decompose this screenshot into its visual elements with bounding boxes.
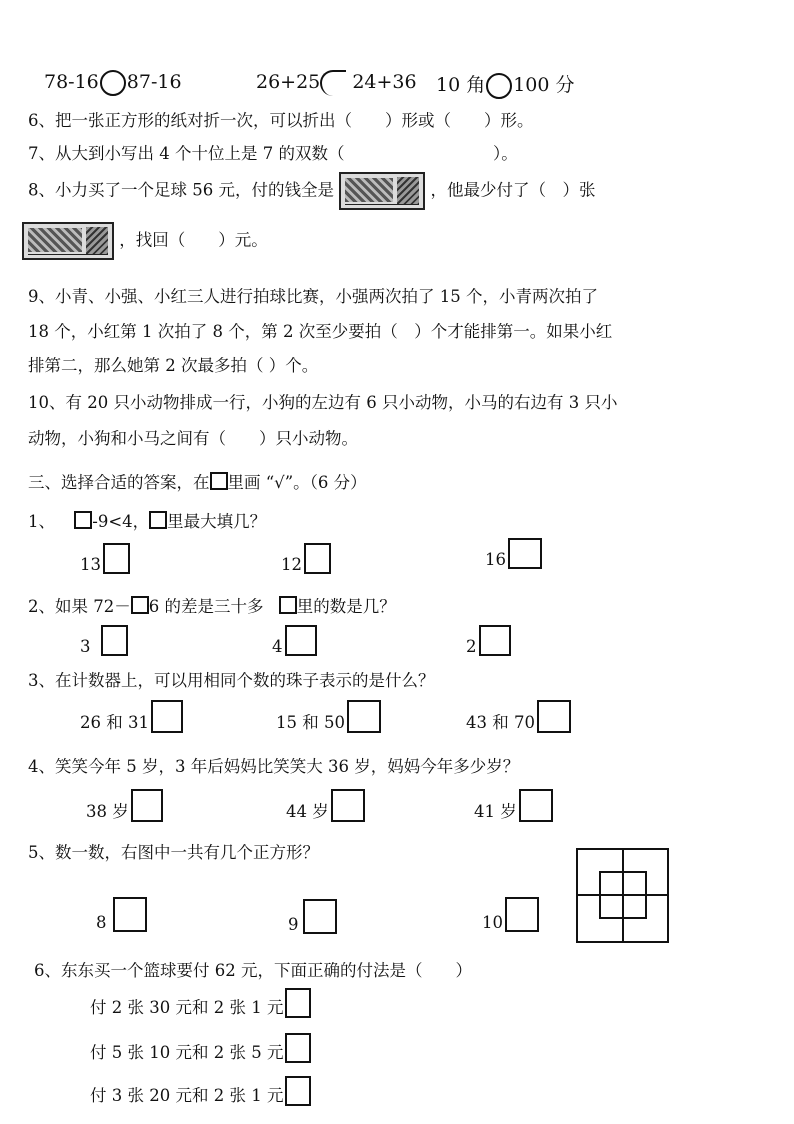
choice-4-option-a-checkbox[interactable] (131, 789, 163, 822)
choice-2-option-a-label: 3 (80, 637, 91, 656)
choice-4-option-b (286, 789, 365, 822)
choice-1-option-c-label: 16 (485, 550, 506, 569)
choice-3-option-a-checkbox[interactable] (151, 700, 183, 733)
section-3-title-post: 里画 “√”。（6 分） (227, 473, 367, 492)
choice-6-option-b (90, 1033, 311, 1063)
choice-4-option-a (86, 789, 163, 822)
question-9-line2: 18 个，小红第 1 次拍了 8 个，第 2 次至少要拍（ ）个才能排第一。如果小红 (28, 322, 613, 341)
choice-3-option-b (276, 700, 381, 733)
choice-2-post: 里的数是几？ (296, 597, 396, 616)
choice-3-option-c-checkbox[interactable] (537, 700, 571, 733)
choice-1-option-b (281, 543, 331, 574)
choice-1-option-a-checkbox[interactable] (103, 543, 130, 574)
compare-row-b (256, 70, 417, 96)
choice-2-option-b-checkbox[interactable] (285, 625, 317, 656)
choice-5-option-c-label: 10 (482, 913, 503, 932)
choice-6-option-b-label: 付 5 张 10 元和 2 张 5 元 (90, 1043, 284, 1062)
choice-6-option-c-checkbox[interactable] (285, 1076, 311, 1106)
choice-3-option-b-label: 15 和 50 (276, 713, 345, 732)
choice-1-num: 1、 (28, 512, 55, 531)
compare-row (44, 70, 182, 96)
question-10-line2: 动物，小狗和小马之间有（ ）只小动物。 (28, 429, 358, 448)
choice-4-option-a-label: 38 岁 (86, 802, 129, 821)
compare-c-right: 100 分 (513, 74, 575, 96)
choice-5-option-b-label: 9 (288, 915, 299, 934)
choice-3-option-c-label: 43 和 70 (466, 713, 535, 732)
question-8-part2: ，他最少付了（ ）张 (430, 180, 596, 200)
choice-4-option-b-label: 44 岁 (286, 802, 329, 821)
choice-2-option-b (272, 625, 317, 656)
choice-4-option-c (474, 789, 553, 822)
choice-4-option-b-checkbox[interactable] (331, 789, 365, 822)
question-7: 7、从大到小写出 4 个十位上是 7 的双数（ ）。 (28, 144, 518, 163)
choice-5-option-b-checkbox[interactable] (303, 899, 337, 934)
choice-3-option-c (466, 700, 571, 733)
choice-6-option-c-label: 付 3 张 20 元和 2 张 1 元 (90, 1086, 284, 1105)
choice-6-question: 6、东东买一个篮球要付 62 元，下面正确的付法是（ ） (34, 961, 472, 980)
choice-1-option-c (485, 538, 542, 569)
banknote-10-icon (22, 222, 114, 260)
figure-inner-square (599, 871, 647, 919)
answer-box-sample (210, 472, 228, 490)
choice-5-option-a-label: 8 (96, 913, 107, 932)
question-9-line3: 排第二，那么她第 2 次最多拍（ ）个。 (28, 356, 319, 375)
choice-1-question (28, 508, 266, 532)
choice-2-option-a-checkbox[interactable] (101, 625, 128, 656)
choice-6-option-c (90, 1076, 311, 1106)
choice-2-option-c-label: 2 (466, 637, 477, 656)
compare-row-c (436, 70, 575, 99)
choice-3-question: 3、在计数器上，可以用相同个数的珠子表示的是什么？ (28, 671, 435, 690)
question-10-line1: 10、有 20 只小动物排成一行，小狗的左边有 6 只小动物，小马的右边有 3 只小 (28, 393, 618, 412)
compare-c-circle[interactable] (486, 73, 512, 99)
choice-1-blank-box (74, 511, 92, 529)
choice-1-option-b-checkbox[interactable] (304, 543, 331, 574)
squares-figure (576, 848, 669, 943)
choice-2-blank-box (131, 596, 149, 614)
compare-a-left: 78-16 (44, 71, 99, 93)
choice-2-option-a (80, 625, 128, 656)
choice-3-option-a-label: 26 和 31 (80, 713, 149, 732)
choice-1-option-b-label: 12 (281, 555, 302, 574)
choice-1-blank-box-2 (149, 511, 167, 529)
choice-5-question: 5、数一数，右图中一共有几个正方形？ (28, 843, 319, 862)
choice-4-question: 4、笑笑今年 5 岁，3 年后妈妈比笑笑大 36 岁，妈妈今年多少岁？ (28, 757, 520, 776)
compare-c-left: 10 角 (436, 74, 486, 96)
section-3-title-pre: 三、选择合适的答案，在 (28, 473, 210, 492)
section-3-title (28, 469, 367, 493)
choice-2-option-c (466, 625, 511, 656)
question-8-line1 (28, 172, 595, 210)
choice-3-option-a (80, 700, 183, 733)
choice-1-option-c-checkbox[interactable] (508, 538, 542, 569)
question-9-line1: 9、小青、小强、小红三人进行拍球比赛，小强两次拍了 15 个，小青两次拍了 (28, 287, 598, 306)
choice-2-pre: 2、如果 72－ (28, 597, 131, 616)
question-8-part1: 8、小力买了一个足球 56 元，付的钱全是 (28, 180, 334, 200)
choice-1-option-a (80, 543, 130, 574)
compare-b-circle[interactable] (320, 70, 346, 96)
choice-2-option-b-label: 4 (272, 637, 283, 656)
choice-1-option-a-label: 13 (80, 555, 101, 574)
choice-5-option-b (288, 899, 337, 934)
choice-6-option-b-checkbox[interactable] (285, 1033, 311, 1063)
choice-4-option-c-label: 41 岁 (474, 802, 517, 821)
choice-5-option-a (96, 897, 147, 932)
question-8-part3: ，找回（ ）元。 (119, 230, 268, 250)
compare-a-circle[interactable] (100, 70, 126, 96)
question-8-line2 (22, 222, 268, 260)
choice-3-option-b-checkbox[interactable] (347, 700, 381, 733)
compare-b-right: 24+36 (352, 71, 417, 93)
choice-4-option-c-checkbox[interactable] (519, 789, 553, 822)
banknote-50-icon (339, 172, 425, 210)
choice-2-question (28, 593, 396, 617)
choice-6-option-a-label: 付 2 张 30 元和 2 张 1 元 (90, 998, 284, 1017)
choice-5-option-c-checkbox[interactable] (505, 897, 539, 932)
compare-b-left: 26+25 (256, 71, 321, 93)
question-6: 6、把一张正方形的纸对折一次，可以折出（ ）形或（ ）形。 (28, 111, 534, 130)
choice-2-blank-box-2 (279, 596, 297, 614)
choice-5-option-a-checkbox[interactable] (113, 897, 147, 932)
choice-1-text: 里最大填几？ (167, 512, 267, 531)
choice-2-mid: 6 的差是三十多 (148, 597, 264, 616)
choice-1-expr: -9<4， (92, 512, 150, 531)
choice-6-option-a (90, 988, 311, 1018)
choice-6-option-a-checkbox[interactable] (285, 988, 311, 1018)
choice-2-option-c-checkbox[interactable] (479, 625, 511, 656)
choice-5-option-c (482, 897, 539, 932)
compare-a-right: 87-16 (126, 71, 182, 93)
